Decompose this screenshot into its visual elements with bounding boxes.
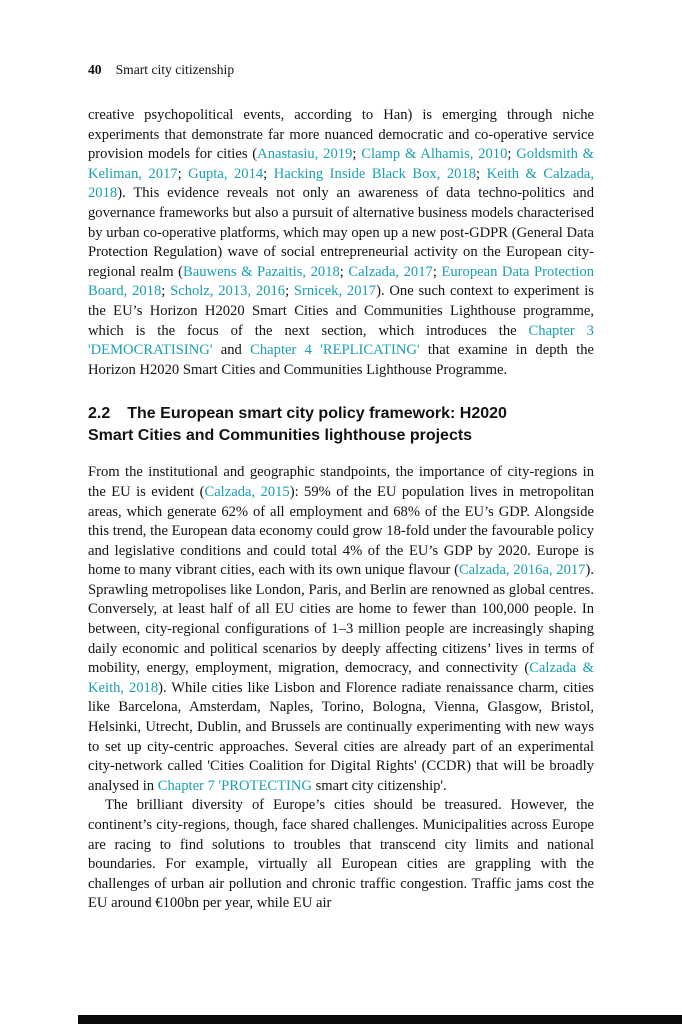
text-run: ; bbox=[339, 263, 349, 280]
running-title: Smart city citizenship bbox=[115, 62, 235, 77]
text-run: ; bbox=[263, 165, 274, 182]
section-number: 2.2 bbox=[88, 405, 111, 423]
paragraph-3 bbox=[88, 796, 594, 914]
section-title-line-1: The European smart city policy framework: H2020 bbox=[127, 405, 507, 423]
text-run: The brilliant diversity of Europe’s cities should be treasured. However, the continent’s city-regions, though, face shared challenges. Municipalities across Europe are racing to find solutions to troubles that transcend city limits and national boundaries. For example, virtually all European cities are grappling with the challenges of urban air pollution and chronic traffic congestion. Traffic jams cost the EU around €100bn per year, while EU air bbox=[88, 797, 594, 912]
citation-link[interactable]: Anastasiu, 2019 bbox=[257, 146, 353, 163]
section-heading bbox=[88, 403, 594, 446]
text-run: ): 59% of the EU population lives in metropolitan areas, which generate 62% of all employment and 68% of the EU’s GDP. Alongside this trend, the European data economy could grow 18-fold under the favourable policy and legislative conditions and could total 4% of the EU’s GDP by 2020. Europe is home to many vibrant cities, each with its own unique flavour ( bbox=[88, 483, 594, 579]
text-run: ). While cities like Lisbon and Florence radiate renaissance charm, cities like Barcelona, Amsterdam, Naples, Torino, Bologna, Vienna, Glasgow, Bristol, Helsinki, Utrecht, Dublin, and Brussels are continually experimenting with new ways to set up city-centric approaches. Several cities are already part of an experimental city-network called 'Cities Coalition for Digital Rights' (CCDR) that will be broadly analysed in bbox=[88, 679, 594, 794]
citation-link[interactable]: Scholz, 2013, 2016 bbox=[170, 283, 286, 300]
citation-link[interactable]: Bauwens & Pazaitis, 2018 bbox=[183, 263, 340, 280]
text-run: ). Sprawling metropolises like London, Paris, and Berlin are renowned as global centres. Conversely, at least half of all EU cities are home to fewer than 100,000 people. In between, city-regional configurations of 1–3 million people are increasingly shaping daily economic and political scenarios by deeply affecting citizens’ lives in terms of mobility, energy, employment, migration, democracy, and connectivity ( bbox=[88, 562, 594, 677]
citation-link[interactable]: Calzada, 2017 bbox=[348, 263, 433, 280]
running-head bbox=[88, 62, 234, 78]
text-run: ). One such context to experiment is the EU’s Horizon H2020 Smart Cities and Communities Lighthouse programme, which is the focus of the next section, which introduces the bbox=[88, 283, 594, 339]
citation-link[interactable]: Hacking Inside Black Box, 2018 bbox=[273, 165, 477, 182]
citation-link[interactable]: Gupta, 2014 bbox=[188, 165, 264, 182]
text-run: and bbox=[212, 342, 251, 359]
citation-link[interactable]: Chapter 3 'DEMOCRATISING' bbox=[88, 322, 594, 359]
citation-link[interactable]: Calzada, 2016a, 2017 bbox=[458, 562, 586, 579]
paragraph-1 bbox=[88, 106, 594, 380]
paragraph-2 bbox=[88, 463, 594, 796]
text-run: ; bbox=[507, 146, 517, 163]
text-run: From the institutional and geographic standpoints, the importance of city-regions in the EU is evident ( bbox=[88, 464, 594, 500]
citation-link[interactable]: Goldsmith & Keliman, 2017 bbox=[88, 146, 595, 182]
text-run: ; bbox=[476, 165, 487, 182]
text-run: ; bbox=[161, 283, 171, 300]
citation-link[interactable]: Calzada & Keith, 2018 bbox=[88, 660, 594, 696]
text-run: ; bbox=[285, 283, 294, 300]
text-run: creative psychopolitical events, according to Han) is emerging through niche experiments that demonstrate far more nuanced democratic and co-operative service provision models for cities ( bbox=[88, 107, 594, 163]
text-run: smart city citizenship'. bbox=[311, 777, 447, 794]
text-run: ; bbox=[352, 146, 362, 163]
citation-link[interactable]: Chapter 7 'PROTECTING bbox=[157, 777, 312, 794]
page-content bbox=[88, 106, 594, 914]
text-run: ; bbox=[432, 263, 442, 280]
section-title-line-2: Smart Cities and Communities lighthouse projects bbox=[88, 426, 473, 444]
citation-link[interactable]: Keith & Calzada, 2018 bbox=[88, 165, 595, 202]
citation-link[interactable]: Calzada, 2015 bbox=[204, 483, 290, 500]
citation-link[interactable]: Srnicek, 2017 bbox=[293, 283, 377, 300]
page-number: 40 bbox=[88, 62, 102, 77]
page-bottom-edge bbox=[78, 1015, 682, 1024]
citation-link[interactable]: Chapter 4 'REPLICATING' bbox=[250, 342, 420, 359]
citation-link[interactable]: European Data Protection Board, 2018 bbox=[88, 263, 595, 300]
text-run: ). This evidence reveals not only an awareness of data techno-politics and governance frameworks but also a pursuit of alternative business models characterised by urban co-operative platforms, which may open up a new post-GDPR (General Data Protection Regulation) wave of social entrepreneurial activity on the European city-regional realm ( bbox=[88, 185, 594, 280]
text-run: that examine in depth the Horizon H2020 Smart Cities and Communities Lighthouse Programme. bbox=[88, 342, 594, 378]
citation-link[interactable]: Clamp & Alhamis, 2010 bbox=[361, 146, 508, 163]
text-run: ; bbox=[177, 165, 189, 182]
